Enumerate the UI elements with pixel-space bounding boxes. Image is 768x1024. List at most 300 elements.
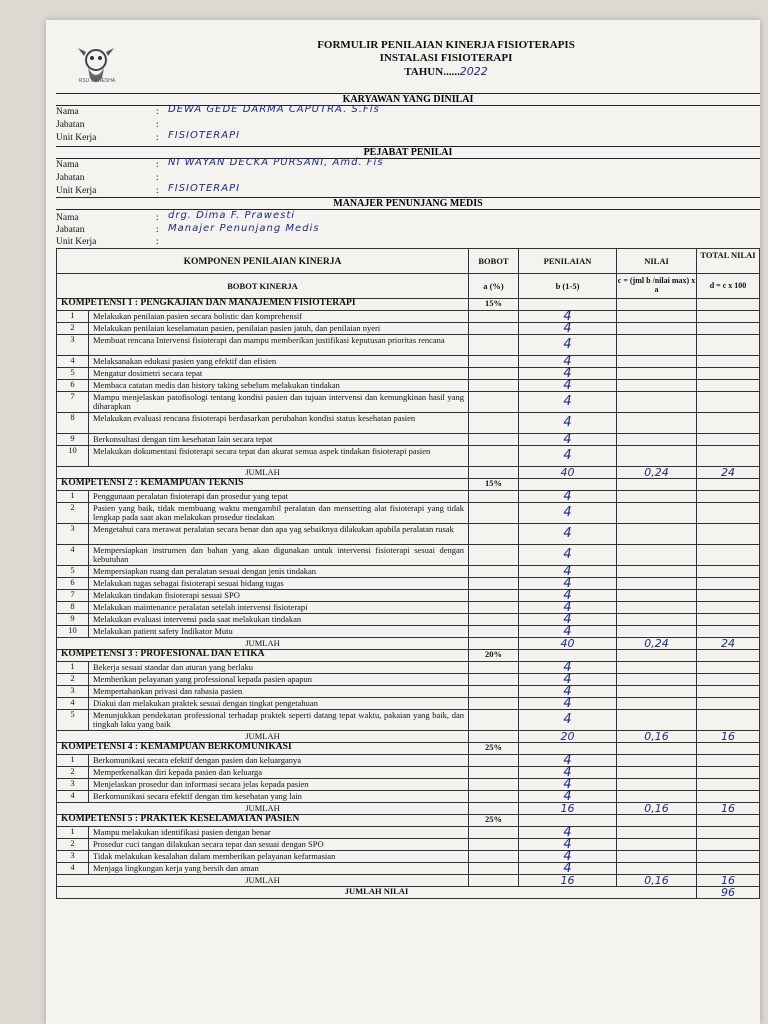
empty-cell [616, 686, 696, 697]
empty-cell [696, 392, 760, 412]
empty-cell [616, 479, 696, 490]
pejabat-unit-value: FISIOTERAPI [168, 183, 241, 194]
empty-cell [616, 446, 696, 466]
empty-cell [468, 590, 518, 601]
form-title: FORMULIR PENILAIAN KINERJA FISIOTERAPIS [317, 39, 575, 51]
item-score: 4 [518, 779, 616, 790]
item-description: Diakui dan melakukan praktek sesuai dengan tingkat pengetahuan [88, 698, 468, 709]
manajer-jabatan-label: Jabatan [56, 225, 85, 235]
empty-cell [468, 767, 518, 778]
manajer-nama-value: drg. Dima F. Prawesti [168, 210, 296, 221]
item-number: 8 [56, 602, 88, 613]
item-number: 3 [56, 524, 88, 544]
item-number: 6 [56, 578, 88, 589]
empty-cell [696, 698, 760, 709]
empty-cell [468, 503, 518, 523]
empty-cell [468, 434, 518, 445]
karyawan-jabatan-label: Jabatan [56, 120, 85, 130]
item-score: 4 [518, 767, 616, 778]
empty-cell [468, 686, 518, 697]
item-description: Melakukan maintenance peralatan setelah intervensi fisioterapi [88, 602, 468, 613]
year-value: 2022 [459, 65, 488, 78]
table-row [56, 779, 760, 791]
empty-cell [696, 323, 760, 334]
kompetensi-bobot: 25% [468, 743, 518, 754]
jumlah-label: JUMLAH [56, 638, 468, 649]
empty-cell [616, 392, 696, 412]
kompetensi-title: KOMPETENSI 3 : PROFESIONAL DAN ETIKA [56, 650, 468, 661]
jumlah-value: 16 [518, 803, 616, 814]
nilai-value: 0,16 [616, 875, 696, 886]
empty-cell [616, 503, 696, 523]
kompetensi-bobot: 25% [468, 815, 518, 826]
jumlah-label: JUMLAH [56, 467, 468, 478]
empty-cell [468, 851, 518, 862]
empty-cell [696, 335, 760, 355]
colon: : [156, 107, 159, 117]
table-row [56, 755, 760, 767]
empty-cell [468, 578, 518, 589]
item-description: Berkomunikasi secara efektif dengan pasien dan keluarganya [88, 755, 468, 766]
item-description: Prosedur cuci tangan dilakukan secara tepat dan sesuai dengan SPO [88, 839, 468, 850]
kompetensi-row [56, 743, 760, 755]
item-number: 4 [56, 698, 88, 709]
section-manajer-heading: MANAJER PENUNJANG MEDIS [56, 197, 760, 210]
item-score: 4 [518, 674, 616, 685]
empty-cell [616, 791, 696, 802]
empty-cell [696, 650, 760, 661]
item-description: Tidak melakukan kesalahan dalam memberikan pelayanan kefarmasian [88, 851, 468, 862]
item-number: 2 [56, 503, 88, 523]
empty-cell [468, 791, 518, 802]
colon: : [156, 133, 159, 143]
item-description: Membaca catatan medis dan history taking sebelum melakukan tindakan [88, 380, 468, 391]
item-score: 4 [518, 434, 616, 445]
empty-cell [468, 626, 518, 637]
kompetensi-row [56, 650, 760, 662]
section-pejabat-heading: PEJABAT PENILAI [56, 146, 760, 159]
table-row [56, 446, 760, 467]
empty-cell [468, 698, 518, 709]
item-description: Melakukan patient safety Indikator Mutu [88, 626, 468, 637]
empty-cell [616, 767, 696, 778]
item-score: 4 [518, 446, 616, 466]
empty-cell [616, 827, 696, 838]
nilai-value: 0,24 [616, 467, 696, 478]
total-value: 16 [696, 731, 760, 742]
empty-cell [696, 815, 760, 826]
jumlah-value: 16 [518, 875, 616, 886]
item-number: 4 [56, 791, 88, 802]
empty-cell [616, 851, 696, 862]
kompetensi-row [56, 299, 760, 311]
colon: : [156, 237, 159, 247]
empty-cell [696, 626, 760, 637]
total-value: 16 [696, 875, 760, 886]
table-body [56, 299, 760, 887]
item-description: Menjaga lingkungan kerja yang bersih dan aman [88, 863, 468, 874]
subheader-bobot-kinerja: BOBOT KINERJA [227, 281, 298, 291]
table-row [56, 335, 760, 356]
item-score: 4 [518, 614, 616, 625]
item-score: 4 [518, 413, 616, 433]
empty-cell [468, 674, 518, 685]
item-score: 4 [518, 335, 616, 355]
empty-cell [468, 323, 518, 334]
subheader-b: b (1-5) [518, 274, 616, 298]
table-row [56, 368, 760, 380]
empty-cell [696, 434, 760, 445]
item-description: Mengatur dosimetri secara tepat [88, 368, 468, 379]
item-score: 4 [518, 662, 616, 673]
empty-cell [616, 368, 696, 379]
jumlah-label: JUMLAH [56, 803, 468, 814]
table-header-row [56, 248, 760, 274]
table-row [56, 686, 760, 698]
table-row [56, 590, 760, 602]
item-score: 4 [518, 626, 616, 637]
kompetensi-bobot: 20% [468, 650, 518, 661]
nilai-value: 0,16 [616, 731, 696, 742]
empty-cell [696, 743, 760, 754]
item-description: Melakukan tindakan fisioterapi sesuai SPO [88, 590, 468, 601]
item-description: Mempersiapkan ruang dan peralatan sesuai dengan jenis tindakan [88, 566, 468, 577]
empty-cell [616, 626, 696, 637]
item-description: Melakukan evaluasi rencana fisioterapi berdasarkan perubahan kondisi status kesehatan pasien [88, 413, 468, 433]
empty-cell [616, 545, 696, 565]
header-nilai: NILAI [616, 249, 696, 273]
empty-cell [696, 545, 760, 565]
empty-cell [616, 566, 696, 577]
table-subheader-row [56, 274, 760, 299]
empty-cell [468, 755, 518, 766]
empty-cell [616, 356, 696, 367]
kompetensi-title: KOMPETENSI 1 : PENGKAJIAN DAN MANAJEMEN FISIOTERAPI [56, 299, 468, 310]
empty-cell [696, 686, 760, 697]
item-score: 4 [518, 839, 616, 850]
table-row [56, 662, 760, 674]
empty-cell [468, 491, 518, 502]
empty-cell [696, 662, 760, 673]
empty-cell [468, 524, 518, 544]
item-number: 3 [56, 851, 88, 862]
empty-cell [616, 674, 696, 685]
empty-cell [468, 827, 518, 838]
item-description: Mempersiapkan instrumen dan bahan yang akan digunakan untuk intervensi fisioterapi sesuai dengan kebutuhan [88, 545, 468, 565]
empty-cell [468, 710, 518, 730]
pejabat-unit-label: Unit Kerja [56, 186, 97, 196]
colon: : [156, 186, 159, 196]
item-number: 1 [56, 755, 88, 766]
table-row [56, 434, 760, 446]
total-value: 16 [696, 803, 760, 814]
pejabat-nama-label: Nama [56, 160, 79, 170]
empty-cell [696, 863, 760, 874]
empty-cell [468, 602, 518, 613]
table-row [56, 602, 760, 614]
karyawan-unit-label: Unit Kerja [56, 133, 97, 143]
logo-caption: RSU GANESHA [78, 78, 116, 84]
item-description: Menunjukkan pendekatan professional terhadap praktek seperti datang tepat waktu, pakaian yang baik, dan tingkah laku yang baik [88, 710, 468, 730]
item-number: 2 [56, 839, 88, 850]
item-number: 1 [56, 662, 88, 673]
item-score: 4 [518, 827, 616, 838]
item-description: Penggunaan peralatan fisioterapi dan prosedur yang tepat [88, 491, 468, 502]
item-number: 5 [56, 566, 88, 577]
empty-cell [616, 380, 696, 391]
kompetensi-title: KOMPETENSI 2 : KEMAMPUAN TEKNIS [56, 479, 468, 490]
empty-cell [616, 650, 696, 661]
item-description: Mempertahankan privasi dan rahasia pasien [88, 686, 468, 697]
item-number: 9 [56, 434, 88, 445]
item-score: 4 [518, 686, 616, 697]
table-row [56, 578, 760, 590]
empty-cell [616, 491, 696, 502]
empty-cell [616, 662, 696, 673]
empty-cell [468, 875, 518, 886]
item-score: 4 [518, 380, 616, 391]
empty-cell [696, 413, 760, 433]
assessment-table [56, 248, 760, 899]
item-number: 4 [56, 545, 88, 565]
item-description: Berkonsultasi dengan tim kesehatan lain secara tepat [88, 434, 468, 445]
table-row [56, 851, 760, 863]
colon: : [156, 213, 159, 223]
header-bobot: BOBOT [468, 249, 518, 273]
item-score: 4 [518, 311, 616, 322]
item-number: 3 [56, 779, 88, 790]
item-score: 4 [518, 323, 616, 334]
manajer-jabatan-value: Manajer Penunjang Medis [168, 223, 320, 234]
empty-cell [616, 779, 696, 790]
item-description: Bekerja sesuai standar dan aturan yang berlaku [88, 662, 468, 673]
table-row [56, 413, 760, 434]
item-number: 3 [56, 686, 88, 697]
empty-cell [696, 791, 760, 802]
empty-cell [696, 311, 760, 322]
item-number: 7 [56, 392, 88, 412]
empty-cell [468, 335, 518, 355]
jumlah-value: 20 [518, 731, 616, 742]
item-number: 4 [56, 356, 88, 367]
empty-cell [616, 323, 696, 334]
jumlah-label: JUMLAH [56, 731, 468, 742]
table-row [56, 323, 760, 335]
empty-cell [468, 467, 518, 478]
item-number: 1 [56, 311, 88, 322]
item-number: 2 [56, 767, 88, 778]
item-score: 4 [518, 863, 616, 874]
item-number: 5 [56, 368, 88, 379]
colon: : [156, 120, 159, 130]
empty-cell [468, 368, 518, 379]
item-description: Mampu menjelaskan patofisologi tentang kondisi pasien dan tujuan intervensi dan kemungkinan hasil yang diharapkan [88, 392, 468, 412]
pejabat-nama-value: NI WAYAN DECKA PURSANI, Amd. Fis [168, 157, 384, 168]
jumlah-nilai-value: 96 [696, 887, 760, 898]
empty-cell [696, 827, 760, 838]
total-value: 24 [696, 638, 760, 649]
kompetensi-bobot: 15% [468, 299, 518, 310]
nilai-value: 0,16 [616, 803, 696, 814]
item-score: 4 [518, 710, 616, 730]
item-number: 7 [56, 590, 88, 601]
item-number: 1 [56, 827, 88, 838]
empty-cell [616, 524, 696, 544]
item-score: 4 [518, 578, 616, 589]
table-row [56, 491, 760, 503]
item-description: Melakukan penilaian keselamatan pasien, penilaian pasien jatuh, dan penilaian nyeri [88, 323, 468, 334]
empty-cell [468, 413, 518, 433]
manajer-unit-label: Unit Kerja [56, 237, 97, 247]
item-number: 1 [56, 491, 88, 502]
empty-cell [696, 755, 760, 766]
table-row [56, 524, 760, 545]
kompetensi-bobot: 15% [468, 479, 518, 490]
empty-cell [468, 311, 518, 322]
empty-cell [696, 566, 760, 577]
item-score: 4 [518, 755, 616, 766]
item-number: 10 [56, 626, 88, 637]
empty-cell [616, 863, 696, 874]
item-description: Melakukan tugas sebagai fisioterapi sesuai bidang tugas [88, 578, 468, 589]
header-penilaian: PENILAIAN [518, 249, 616, 273]
empty-cell [468, 638, 518, 649]
empty-cell [696, 851, 760, 862]
empty-cell [696, 674, 760, 685]
empty-cell [696, 710, 760, 730]
empty-cell [468, 566, 518, 577]
empty-cell [468, 662, 518, 673]
jumlah-nilai-row [56, 887, 760, 899]
empty-cell [468, 380, 518, 391]
empty-cell [468, 863, 518, 874]
empty-cell [616, 299, 696, 310]
total-value: 24 [696, 467, 760, 478]
table-row [56, 614, 760, 626]
colon: : [156, 173, 159, 183]
pejabat-jabatan-label: Jabatan [56, 173, 85, 183]
manajer-nama-label: Nama [56, 213, 79, 223]
table-row [56, 356, 760, 368]
item-number: 4 [56, 863, 88, 874]
subheader-d: d = c x 100 [696, 274, 760, 298]
section-karyawan-heading: KARYAWAN YANG DINILAI [56, 93, 760, 106]
empty-cell [696, 503, 760, 523]
item-number: 8 [56, 413, 88, 433]
item-score: 4 [518, 392, 616, 412]
empty-cell [468, 545, 518, 565]
item-score: 4 [518, 368, 616, 379]
subheader-c: c = (jml b /nilai max) x a [616, 274, 696, 298]
jumlah-value: 40 [518, 638, 616, 649]
item-score: 4 [518, 791, 616, 802]
table-row [56, 839, 760, 851]
empty-cell [696, 368, 760, 379]
item-score: 4 [518, 698, 616, 709]
empty-cell [696, 446, 760, 466]
empty-cell [696, 590, 760, 601]
item-number: 5 [56, 710, 88, 730]
item-description: Mampu melakukan identifikasi pasien dengan benar [88, 827, 468, 838]
empty-cell [616, 710, 696, 730]
header-komponen: KOMPONEN PENILAIAN KINERJA [183, 257, 342, 267]
item-description: Membuat rencana Intervensi fisioterapi dan mampu memberikan justifikasi keputusan prioritas rencana [88, 335, 468, 355]
item-description: Melakukan evaluasi intervensi pada saat melakukan tindakan [88, 614, 468, 625]
item-description: Memberikan pelayanan yang professional kepada pasien apapun [88, 674, 468, 685]
colon: : [156, 160, 159, 170]
header-total: TOTAL NILAI [696, 249, 760, 273]
empty-cell [468, 803, 518, 814]
item-score: 4 [518, 566, 616, 577]
item-number: 9 [56, 614, 88, 625]
item-description: Berkomunikasi secara efektif dengan tim kesehatan yang lain [88, 791, 468, 802]
empty-cell [468, 779, 518, 790]
table-row [56, 827, 760, 839]
item-description: Melakukan dokumentasi fisioterapi secara tepat dan akurat semua aspek tindakan fisioterapi pasien [88, 446, 468, 466]
empty-cell [696, 380, 760, 391]
empty-cell [616, 335, 696, 355]
empty-cell [616, 578, 696, 589]
empty-cell [468, 839, 518, 850]
karyawan-unit-value: FISIOTERAPI [168, 130, 241, 141]
empty-cell [616, 815, 696, 826]
table-row [56, 566, 760, 578]
colon: : [156, 225, 159, 235]
empty-cell [696, 767, 760, 778]
item-description: Menjelaskan prosedur dan informasi secara jelas kepada pasien [88, 779, 468, 790]
table-row [56, 698, 760, 710]
jumlah-label: JUMLAH [56, 875, 468, 886]
empty-cell [616, 839, 696, 850]
table-row [56, 767, 760, 779]
form-year [236, 65, 656, 78]
empty-cell [696, 479, 760, 490]
item-score: 4 [518, 851, 616, 862]
subheader-a: a (%) [468, 274, 518, 298]
empty-cell [696, 524, 760, 544]
empty-cell [468, 356, 518, 367]
empty-cell [696, 578, 760, 589]
empty-cell [616, 434, 696, 445]
table-row [56, 311, 760, 323]
empty-cell [616, 755, 696, 766]
empty-cell [468, 614, 518, 625]
form-sheet [46, 20, 760, 1024]
item-score: 4 [518, 503, 616, 523]
empty-cell [696, 356, 760, 367]
item-description: Pasien yang baik, tidak membuang waktu mengambil peralatan dan mensetting alat fisioterapi yang tidak lengkap pada saat akan melakukan prosedur tindakan [88, 503, 468, 523]
item-description: Melaksanakan edukasi pasien yang efektif dan efisien [88, 356, 468, 367]
empty-cell [696, 299, 760, 310]
table-row [56, 392, 760, 413]
table-row [56, 503, 760, 524]
item-score: 4 [518, 590, 616, 601]
year-label: TAHUN...... [404, 66, 460, 78]
karyawan-nama-value: DEWA GEDE DARMA CAPUTRA. S.Fis [168, 104, 380, 115]
table-row [56, 710, 760, 731]
empty-cell [616, 413, 696, 433]
jumlah-value: 40 [518, 467, 616, 478]
empty-cell [468, 392, 518, 412]
item-number: 10 [56, 446, 88, 466]
item-score: 4 [518, 524, 616, 544]
empty-cell [616, 614, 696, 625]
jumlah-nilai-label: JUMLAH NILAI [344, 886, 409, 896]
item-number: 2 [56, 674, 88, 685]
empty-cell [696, 614, 760, 625]
item-number: 3 [56, 335, 88, 355]
table-row [56, 674, 760, 686]
